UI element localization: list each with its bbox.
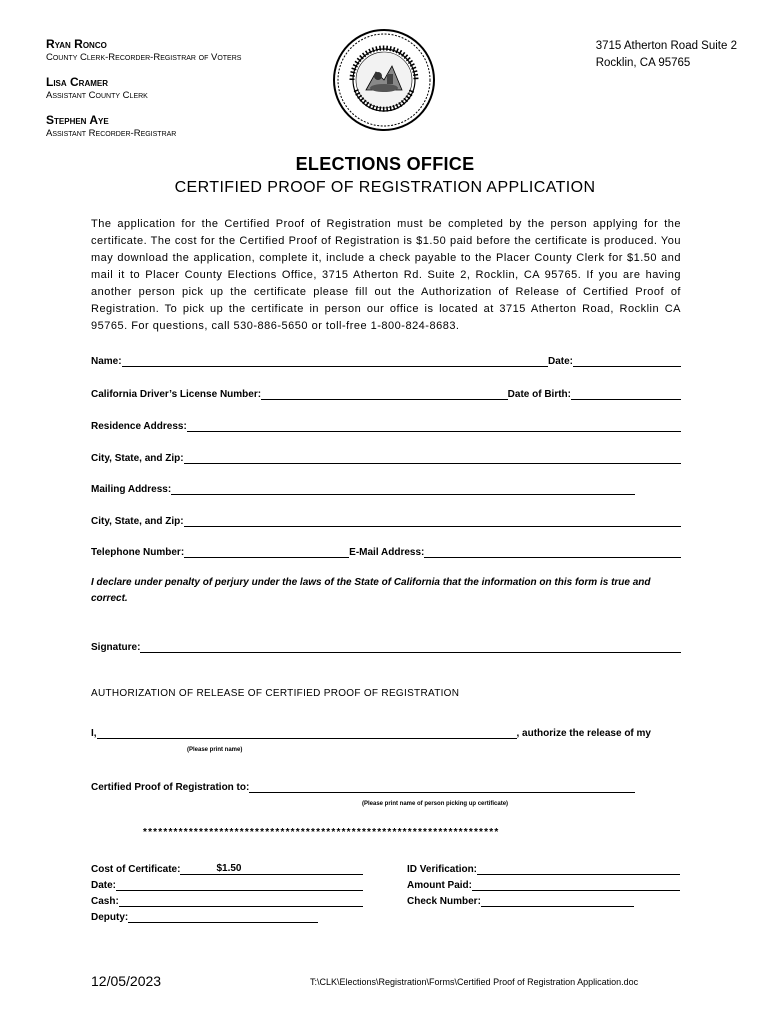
date-label: Date: [547, 356, 573, 367]
city-row-1 [91, 450, 681, 464]
signature-label: Signature: [91, 642, 141, 653]
county-seal-icon [332, 28, 436, 132]
license-label: California Driver’s License Number: [91, 389, 262, 400]
official-title: Assistant County Clerk [46, 90, 148, 101]
city-field-2[interactable] [184, 515, 681, 527]
cost-field[interactable] [180, 863, 363, 875]
mailing-field[interactable] [171, 483, 635, 495]
office-date-field[interactable] [116, 879, 363, 891]
release-to-row [91, 779, 635, 793]
city-field-1[interactable] [184, 452, 681, 464]
deputy-row [91, 909, 318, 923]
phone-label: Telephone Number: [91, 547, 185, 558]
office-address [596, 38, 737, 72]
signature-field[interactable] [140, 641, 681, 653]
address-line-1: 3715 Atherton Road Suite 2 [595, 40, 737, 52]
residence-row [91, 418, 681, 432]
authorize-text: , authorize the release of my [516, 728, 651, 739]
officials-block [46, 37, 241, 139]
official-name: Ryan Ronco [46, 37, 107, 51]
amount-field[interactable] [472, 879, 680, 891]
cost-label: Cost of Certificate: [91, 864, 181, 875]
separator-stars: ********************************************************************** [143, 827, 500, 838]
name-label: Name: [91, 356, 122, 367]
office-date-row [91, 877, 363, 891]
office-date-label: Date: [91, 880, 117, 891]
deputy-label: Deputy: [91, 912, 129, 923]
name-date-row [91, 353, 681, 367]
city-row-2 [91, 513, 681, 527]
city-label-1: City, State, and Zip: [91, 453, 184, 464]
cost-row [91, 861, 363, 875]
pickup-note: (Please print name of person picking up certificate) [362, 801, 509, 807]
id-field[interactable] [477, 863, 680, 875]
check-field[interactable] [481, 895, 634, 907]
check-label: Check Number: [407, 896, 481, 907]
dob-label: Date of Birth: [507, 389, 571, 400]
form-title: CERTIFIED PROOF OF REGISTRATION APPLICATION [174, 179, 596, 196]
city-label-2: City, State, and Zip: [91, 516, 184, 527]
i-label: I, [91, 728, 97, 739]
signature-row [91, 639, 681, 653]
residence-field[interactable] [187, 420, 681, 432]
license-field[interactable] [261, 388, 508, 400]
name-field[interactable] [122, 355, 548, 367]
address-line-2: Rocklin, CA 95765 [595, 57, 691, 69]
mailing-row [91, 481, 635, 495]
date-field[interactable] [573, 355, 681, 367]
footer-file-path: T:\CLK\Elections\Registration\Forms\Certified Proof of Registration Application.doc [310, 977, 639, 987]
phone-field[interactable] [184, 546, 349, 558]
print-name-note: (Please print name) [187, 747, 243, 753]
amount-row [407, 877, 680, 891]
check-row [407, 893, 634, 907]
authorize-row [91, 725, 651, 739]
cash-label: Cash: [91, 896, 119, 907]
phone-email-row [91, 544, 681, 558]
intro-paragraph: The application for the Certified Proof of Registration must be completed by the person applying for the certificate. The cost for the Certified Proof of Registration is $1.50 paid before the certificate is produced. You may download the application, complete it, include a check payable to the Placer County Clerk for $1.50 and mail it to Placer County Elections Office, 3715 Atherton Rd. Suite 2, Rocklin, CA 95765. If you are having another person pick up the certificate please fill out the Authorization of Release of Certified Proof of Registration. To pick up the certificate in person our office is located at 3715 Atherton Road, Rocklin CA 95765. For questions, call 530-886-5650 or toll-free 1-800-824-8683. [91, 218, 681, 332]
id-label: ID Verification: [407, 864, 478, 875]
dob-field[interactable] [571, 388, 681, 400]
deputy-field[interactable] [128, 911, 318, 923]
release-to-label: Certified Proof of Registration to: [91, 782, 250, 793]
cash-field[interactable] [119, 895, 363, 907]
license-dob-row [91, 386, 681, 400]
official-title: Assistant Recorder-Registrar [46, 128, 177, 139]
release-to-field[interactable] [249, 781, 635, 793]
official-name: Stephen Aye [46, 113, 109, 127]
office-title: ELECTIONS OFFICE [295, 154, 475, 174]
applicant-print-name-field[interactable] [97, 727, 517, 739]
amount-label: Amount Paid: [407, 880, 472, 891]
email-field[interactable] [424, 546, 681, 558]
email-label: E-Mail Address: [349, 547, 425, 558]
id-row [407, 861, 680, 875]
footer-date: 12/05/2023 [91, 973, 162, 989]
official-title: County Clerk-Recorder-Registrar of Voters [46, 52, 242, 63]
cash-row [91, 893, 363, 907]
cost-value: $1.50 [216, 863, 242, 874]
official-name: Lisa Cramer [46, 75, 108, 89]
perjury-declaration: I declare under penalty of perjury under the laws of the State of California that the information on this form is true and correct. [91, 577, 651, 604]
residence-label: Residence Address: [91, 421, 187, 432]
authorization-heading: AUTHORIZATION OF RELEASE OF CERTIFIED PROOF OF REGISTRATION [91, 688, 460, 699]
mailing-label: Mailing Address: [91, 484, 172, 495]
